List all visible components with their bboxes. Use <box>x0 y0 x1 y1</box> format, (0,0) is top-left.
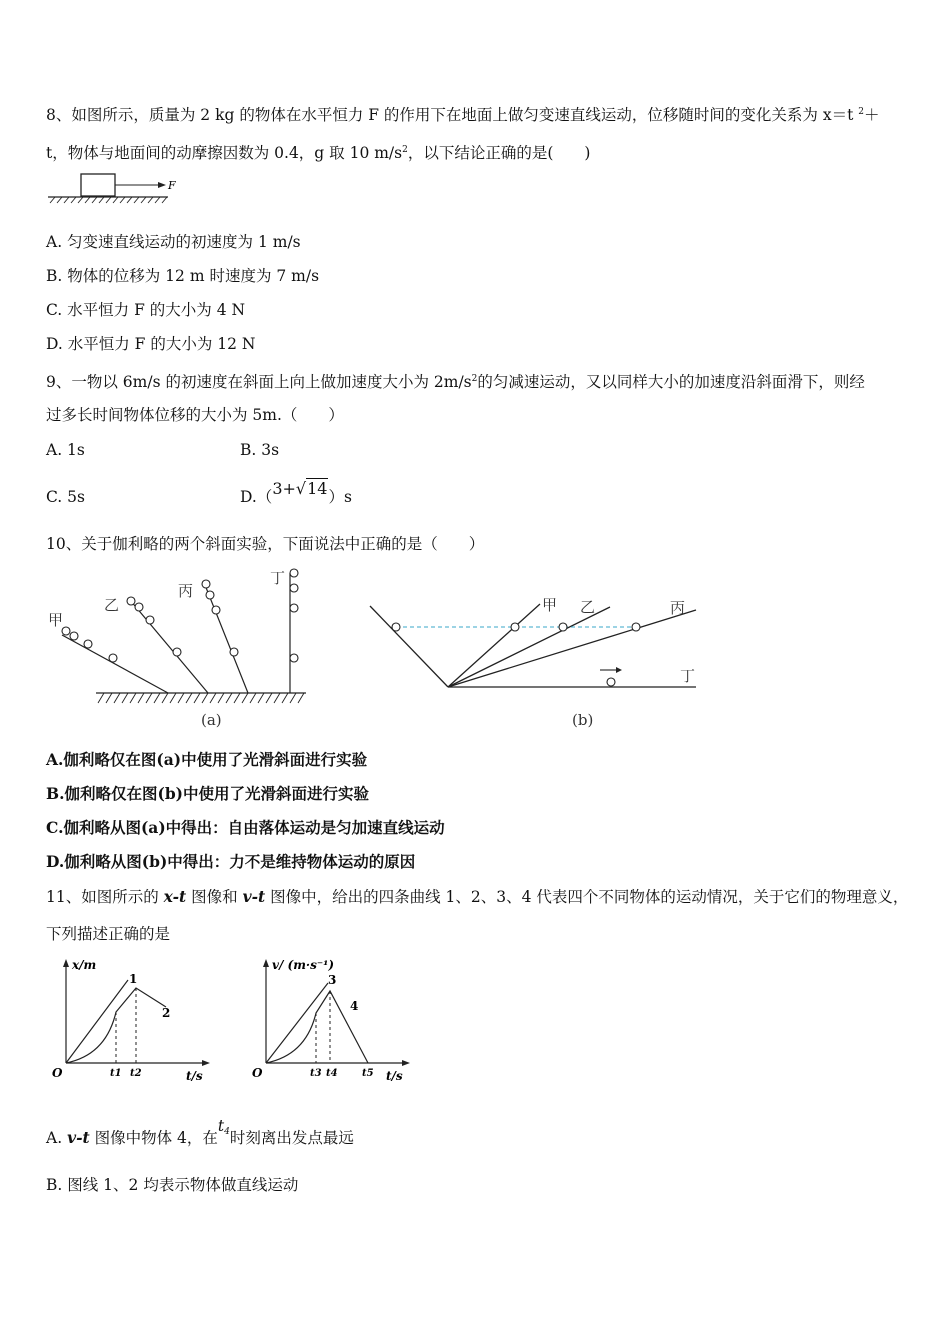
q8-text-1: 8、如图所示，质量为 2 kg 的物体在水平恒力 F 的作用下在地面上做匀变速直线运动，位移随时间的变化关系为 x＝t <box>46 106 859 124</box>
vt-origin: O <box>252 1066 263 1080</box>
q9-option-c: C. 5s <box>46 488 85 506</box>
q8-stem-line2 <box>46 140 590 163</box>
q11-stem-line1 <box>46 887 908 907</box>
fig-a-caption: (a) <box>201 711 222 729</box>
q8-figure <box>44 168 184 210</box>
fig-b-incline-yi <box>448 607 610 687</box>
q11-opta-vt: v-t <box>67 1128 90 1147</box>
q11-option-b: B. 图线 1、2 均表示物体做直线运动 <box>46 1176 299 1194</box>
q8-arrowhead <box>158 182 166 188</box>
fig-a-ball <box>290 584 298 592</box>
q10-figure-b <box>360 590 720 735</box>
fig-a-ball <box>146 616 154 624</box>
q11-text-b: 图像和 <box>186 888 243 906</box>
vt-ylabel: v/ (m·s⁻¹) <box>272 958 335 972</box>
q10-option-a: A.伽利略仅在图(a)中使用了光滑斜面进行实验 <box>46 750 368 769</box>
fig-a-ball <box>173 648 181 656</box>
fig-b-label-jia: 甲 <box>542 596 558 614</box>
q11-opta-t4 <box>218 1117 230 1135</box>
fig-a-ball <box>202 580 210 588</box>
q11-opta-t: t <box>217 1117 225 1135</box>
q8-option-c: C. 水平恒力 F 的大小为 4 N <box>46 301 246 319</box>
fig-a-incline-jia <box>62 635 168 693</box>
fig-a-ball <box>230 648 238 656</box>
fig-a-ball <box>212 606 220 614</box>
q9-optd-expression: 3+√14 <box>272 479 328 498</box>
q9-option-b: B. 3s <box>240 441 280 459</box>
q11-option-a <box>46 1117 354 1154</box>
fig-b-label-ding: 丁 <box>680 667 696 685</box>
fig-b-incline-jia <box>448 604 540 687</box>
fig-a-label-ding: 丁 <box>270 569 286 587</box>
q10-figure-a <box>40 565 320 735</box>
fig-a-ball <box>84 640 92 648</box>
fig-b-ball <box>392 623 400 631</box>
vt-y-arrow <box>263 959 269 967</box>
xt-y-arrow <box>63 959 69 967</box>
q9-optd-radicand: 14 <box>307 479 328 498</box>
q8-option-a: A. 匀变速直线运动的初速度为 1 m/s <box>46 233 301 251</box>
q8-option-d: D. 水平恒力 F 的大小为 12 N <box>46 335 256 353</box>
q11-opta-end: 时刻离出发点最远 <box>229 1129 354 1147</box>
fig-a-hatch <box>98 693 304 703</box>
fig-a-ball <box>290 604 298 612</box>
q8-hatch <box>50 197 167 203</box>
vt-tick-t5: t5 <box>362 1068 374 1079</box>
q11-graph-vt <box>244 955 424 1085</box>
fig-a-ball <box>127 597 135 605</box>
vt-tick-t4: t4 <box>326 1068 338 1079</box>
vt-tick-t3: t3 <box>310 1068 322 1079</box>
vt-curve-label-3: 3 <box>328 973 337 987</box>
q10-stem: 10、关于伽利略的两个斜面实验，下面说法中正确的是（ ） <box>46 535 485 553</box>
q9-text-1: 9、一物以 6m/s 的初速度在斜面上向上做加速度大小为 2m/s <box>46 373 472 391</box>
fig-b-arrowhead <box>616 667 622 673</box>
fig-a-label-yi: 乙 <box>104 596 120 614</box>
q10-option-d: D.伽利略从图(b)中得出：力不是维持物体运动的原因 <box>46 852 416 871</box>
fig-b-ball <box>559 623 567 631</box>
xt-origin: O <box>52 1066 63 1080</box>
q8-text-2: t，物体与地面间的动摩擦因数为 0.4，g 取 10 m/s <box>46 144 403 162</box>
q8-sup-1: 2 <box>858 107 864 117</box>
q9-text-1-end: 的匀减速运动，又以同样大小的加速度沿斜面滑下，则经 <box>477 373 865 391</box>
q11-text-c: 图像中，给出的四条曲线 1、2、3、4 代表四个不同物体的运动情况，关于它们的物理意义， <box>265 888 909 906</box>
fig-b-ball <box>511 623 519 631</box>
q10-option-c: C.伽利略从图(a)中得出：自由落体运动是匀加速直线运动 <box>46 818 445 837</box>
q11-opta-tsub: 4 <box>224 1127 230 1137</box>
xt-tick-t1: t1 <box>110 1068 122 1079</box>
xt-ylabel: x/m <box>72 958 97 972</box>
xt-x-arrow <box>202 1060 210 1066</box>
vt-line-3 <box>266 983 328 1063</box>
xt-tick-t2: t2 <box>130 1068 142 1079</box>
q8-option-b: B. 物体的位移为 12 m 时速度为 7 m/s <box>46 267 320 285</box>
q8-block <box>81 174 115 196</box>
xt-xlabel: t/s <box>186 1069 203 1083</box>
fig-b-ball <box>632 623 640 631</box>
q8-force-label: F <box>168 179 176 192</box>
q8-text-2-end: ，以下结论正确的是( ) <box>407 144 591 162</box>
fig-b-incline-bing <box>448 610 696 687</box>
vt-xlabel: t/s <box>386 1069 403 1083</box>
q9-optd-pre: D.（ <box>240 488 273 506</box>
fig-a-ball <box>109 654 117 662</box>
q11-vt: v-t <box>242 887 266 906</box>
fig-a-ball <box>206 591 214 599</box>
q11-stem-line2: 下列描述正确的是 <box>46 925 171 943</box>
q11-graph-xt <box>46 955 226 1085</box>
fig-a-ball <box>70 632 78 640</box>
fig-a-incline-bing <box>205 585 248 693</box>
q11-text-a: 11、如图所示的 <box>46 888 164 906</box>
fig-a-label-jia: 甲 <box>48 611 64 629</box>
xt-line-1 <box>66 980 128 1063</box>
q8-sup-2: 2 <box>402 145 408 155</box>
q9-stem-line2: 过多长时间物体位移的大小为 5m.（ ） <box>46 406 344 424</box>
q11-opta-pre: A. <box>46 1129 68 1147</box>
q10-option-b: B.伽利略仅在图(b)中使用了光滑斜面进行实验 <box>46 784 370 803</box>
fig-a-ball <box>62 627 70 635</box>
q9-sup-1: 2 <box>471 374 478 384</box>
q9-option-a: A. 1s <box>46 441 85 459</box>
fig-b-label-yi: 乙 <box>580 598 596 616</box>
fig-b-left-incline <box>370 606 448 687</box>
q11-opta-mid: 图像中物体 4，在 <box>89 1129 218 1147</box>
q8-text-1-end: ＋ <box>864 106 880 124</box>
fig-a-ball <box>135 603 143 611</box>
fig-b-ball <box>607 678 615 686</box>
fig-a-ball <box>290 569 298 577</box>
fig-b-caption: (b) <box>572 711 594 729</box>
xt-curve-label-1: 1 <box>129 972 138 986</box>
q9-stem-line1 <box>46 369 865 392</box>
fig-a-label-bing: 丙 <box>178 582 194 600</box>
q8-stem-line1 <box>46 102 880 125</box>
q11-xt: x-t <box>163 887 187 906</box>
q9-option-d <box>240 479 352 507</box>
vt-curve-label-4: 4 <box>350 999 359 1013</box>
fig-a-ball <box>290 654 298 662</box>
fig-b-label-bing: 丙 <box>670 599 686 617</box>
xt-curve-label-2: 2 <box>162 1006 171 1020</box>
q9-optd-num: 3+ <box>272 479 296 498</box>
q9-optd-post: ）s <box>328 488 352 506</box>
vt-x-arrow <box>402 1060 410 1066</box>
